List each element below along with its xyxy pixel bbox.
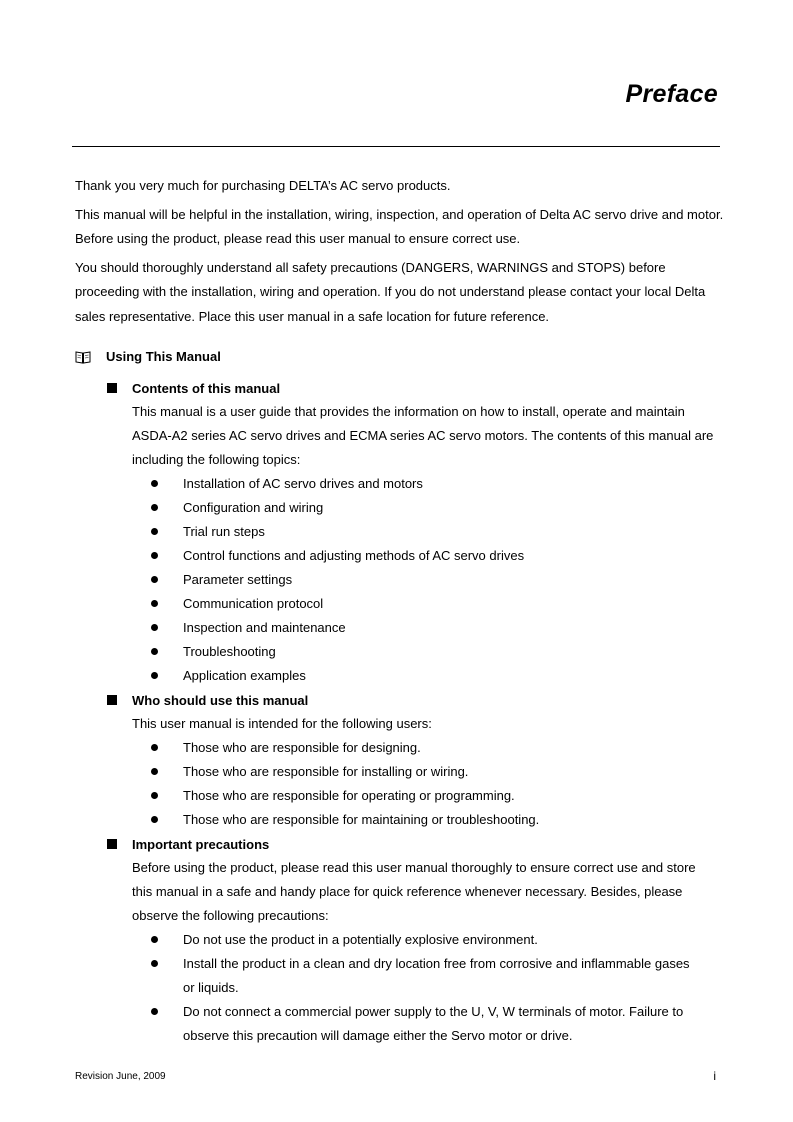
contents-title: Contents of this manual <box>132 380 281 396</box>
contents-heading <box>107 376 717 400</box>
intro-text <box>75 174 725 333</box>
who-paragraph: This user manual is intended for the following users: <box>132 716 432 731</box>
who-list <box>107 736 717 832</box>
contents-paragraph: This manual is a user guide that provides the information on how to install, operate and maintain ASDA-A2 series AC servo drives and ECMA series AC servo motors. The contents of this manual are including the following topics: <box>132 404 714 467</box>
list-item: Those who are responsible for operating or programming. <box>151 784 717 808</box>
list-item: Application examples <box>151 664 717 688</box>
list-item: Do not connect a commercial power supply to the U, V, W terminals of motor. Failure to observe this precaution will damage either the Servo motor or drive. <box>151 1000 691 1048</box>
header-divider <box>72 146 720 147</box>
list-item: Those who are responsible for maintaining or troubleshooting. <box>151 808 717 832</box>
precautions-list <box>107 928 691 1048</box>
precautions-heading <box>107 832 717 856</box>
contents-block <box>107 376 717 688</box>
who-heading <box>107 688 717 712</box>
intro-paragraph: This manual will be helpful in the installation, wiring, inspection, and operation of Delta AC servo drive and motor. Before using the product, please read this user manual to ensure correct use. <box>75 206 724 246</box>
list-item: Inspection and maintenance <box>151 616 717 640</box>
section-title: Using This Manual <box>106 349 221 364</box>
list-item: Do not use the product in a potentially explosive environment. <box>151 928 691 952</box>
list-item: Trial run steps <box>151 520 717 544</box>
list-item: Communication protocol <box>151 592 717 616</box>
list-item: Install the product in a clean and dry location free from corrosive and inflammable gases or liquids. <box>151 952 691 1000</box>
square-bullet-icon <box>107 839 117 849</box>
list-item: Those who are responsible for installing or wiring. <box>151 760 717 784</box>
precautions-title: Important precautions <box>132 836 270 852</box>
who-block <box>107 688 717 832</box>
square-bullet-icon <box>107 383 117 393</box>
page-title: Preface <box>625 80 718 108</box>
book-icon <box>75 350 91 364</box>
intro-paragraph: Thank you very much for purchasing DELTA’s AC servo products. <box>75 178 451 193</box>
precautions-block <box>107 832 717 1048</box>
who-title: Who should use this manual <box>132 692 309 708</box>
precautions-paragraph: Before using the product, please read this user manual thoroughly to ensure correct use and store this manual in a safe and handy place for quick reference whenever necessary. Besides, please observe the following precautions: <box>132 860 696 923</box>
section-heading <box>75 349 221 364</box>
page-number: i <box>713 1069 716 1083</box>
revision-footer: Revision June, 2009 <box>75 1071 166 1082</box>
square-bullet-icon <box>107 695 117 705</box>
list-item: Troubleshooting <box>151 640 717 664</box>
list-item: Parameter settings <box>151 568 717 592</box>
list-item: Those who are responsible for designing. <box>151 736 717 760</box>
intro-paragraph: You should thoroughly understand all safety precautions (DANGERS, WARNINGS and STOPS) before proceeding with the installation, wiring and operation. If you do not understand please contact your local Delta sales representative. Place this user manual in a safe location for future reference. <box>75 259 706 324</box>
contents-list <box>107 472 717 688</box>
list-item: Installation of AC servo drives and motors <box>151 472 717 496</box>
list-item: Configuration and wiring <box>151 496 717 520</box>
list-item: Control functions and adjusting methods of AC servo drives <box>151 544 717 568</box>
